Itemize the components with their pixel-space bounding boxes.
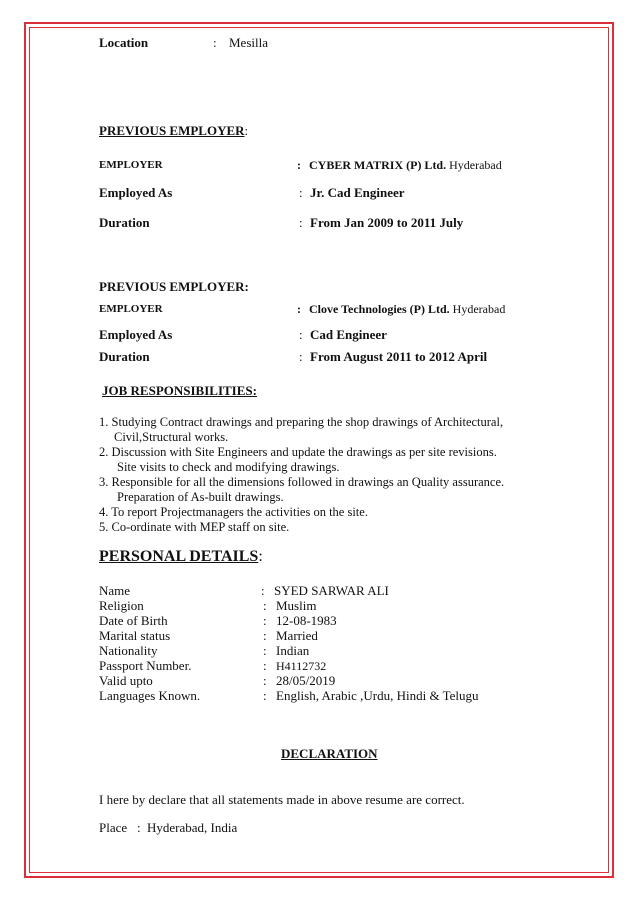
detail-label-name: Name	[99, 583, 131, 598]
previous-employer-heading-colon: :	[244, 123, 249, 138]
employed-as-value: Cad Engineer	[310, 327, 387, 342]
detail-sep: :	[263, 628, 267, 643]
detail-label-valid: Valid upto	[99, 673, 153, 688]
responsibility-line: 2. Discussion with Site Engineers and update the drawings as per site revisions.	[99, 445, 497, 459]
detail-sep: :	[263, 688, 267, 703]
responsibility-line: 1. Studying Contract drawings and preparing the shop drawings of Architectural,	[99, 415, 504, 429]
place-value: Hyderabad, India	[147, 820, 238, 835]
place-label: Place	[99, 820, 128, 835]
detail-value-dob: 12-08-1983	[276, 613, 337, 628]
duration-label: Duration	[99, 215, 150, 230]
employed-as-label: Employed As	[99, 185, 173, 200]
employer-city: Hyderabad	[449, 158, 502, 172]
detail-value-marital: Married	[276, 628, 318, 643]
responsibility-line: 4. To report Projectmanagers the activities on the site.	[99, 505, 368, 519]
detail-sep: :	[263, 598, 267, 613]
detail-value-name: SYED SARWAR ALI	[274, 583, 389, 598]
duration-value: From Jan 2009 to 2011 July	[310, 215, 464, 230]
duration-value: From August 2011 to 2012 April	[310, 349, 488, 364]
previous-employer-heading-1	[99, 123, 248, 139]
employer-name: CYBER MATRIX (P) Ltd.	[309, 158, 447, 172]
previous-employer-heading-text: PREVIOUS EMPLOYER	[99, 123, 245, 138]
detail-sep: :	[261, 583, 265, 598]
detail-sep: :	[263, 613, 267, 628]
previous-employer-heading-colon: :	[244, 279, 249, 294]
employed-as-sep: :	[299, 185, 303, 200]
previous-employer-heading-2	[99, 279, 249, 295]
detail-value-nationality: Indian	[276, 643, 310, 658]
detail-value-valid: 28/05/2019	[276, 673, 336, 688]
place-sep: :	[137, 820, 141, 835]
personal-details-heading-colon: :	[258, 548, 263, 565]
detail-value-religion: Muslim	[276, 598, 317, 613]
responsibility-line: Preparation of As-built drawings.	[117, 490, 284, 504]
previous-employer-heading-text: PREVIOUS EMPLOYER	[99, 279, 245, 294]
employer-sep: :	[297, 302, 301, 316]
employer-city: Hyderabad	[452, 302, 506, 316]
detail-sep: :	[263, 643, 267, 658]
personal-details-heading	[99, 548, 263, 566]
employer-value	[309, 158, 502, 173]
location-value: Mesilla	[229, 35, 268, 50]
personal-details-heading-text: PERSONAL DETAILS	[99, 548, 259, 565]
detail-label-nationality: Nationality	[99, 643, 158, 658]
responsibility-line: Site visits to check and modifying drawings.	[117, 460, 340, 474]
detail-label-dob: Date of Birth	[99, 613, 168, 628]
responsibility-line: 5. Co-ordinate with MEP staff on site.	[99, 520, 290, 534]
employer-name: Clove Technologies (P) Ltd.	[309, 302, 450, 316]
location-label: Location	[99, 35, 149, 50]
declaration-text: I here by declare that all statements made in above resume are correct.	[99, 792, 465, 807]
employed-as-label: Employed As	[99, 327, 173, 342]
employer-label: EMPLOYER	[99, 159, 163, 171]
detail-sep: :	[263, 673, 267, 688]
detail-label-passport: Passport Number.	[99, 658, 192, 673]
responsibility-line: 3. Responsible for all the dimensions followed in drawings an Quality assurance.	[99, 475, 505, 489]
detail-label-marital: Marital status	[99, 628, 171, 643]
duration-sep: :	[299, 215, 303, 230]
duration-label: Duration	[99, 349, 150, 364]
job-responsibilities-heading: JOB RESPONSIBILITIES:	[102, 383, 257, 398]
employed-as-value: Jr. Cad Engineer	[310, 185, 405, 200]
declaration-heading: DECLARATION	[281, 746, 378, 761]
employer-sep: :	[297, 158, 301, 172]
detail-value-languages: English, Arabic ,Urdu, Hindi & Telugu	[276, 688, 479, 703]
responsibility-line: Civil,Structural works.	[114, 430, 229, 444]
employed-as-sep: :	[299, 327, 303, 342]
employer-label: EMPLOYER	[99, 303, 163, 315]
location-sep: :	[213, 35, 217, 50]
detail-value-passport: H4112732	[276, 659, 327, 673]
employer-value	[309, 302, 505, 317]
detail-label-languages: Languages Known.	[99, 688, 201, 703]
duration-sep: :	[299, 349, 303, 364]
detail-sep: :	[263, 658, 267, 673]
detail-label-religion: Religion	[99, 598, 144, 613]
